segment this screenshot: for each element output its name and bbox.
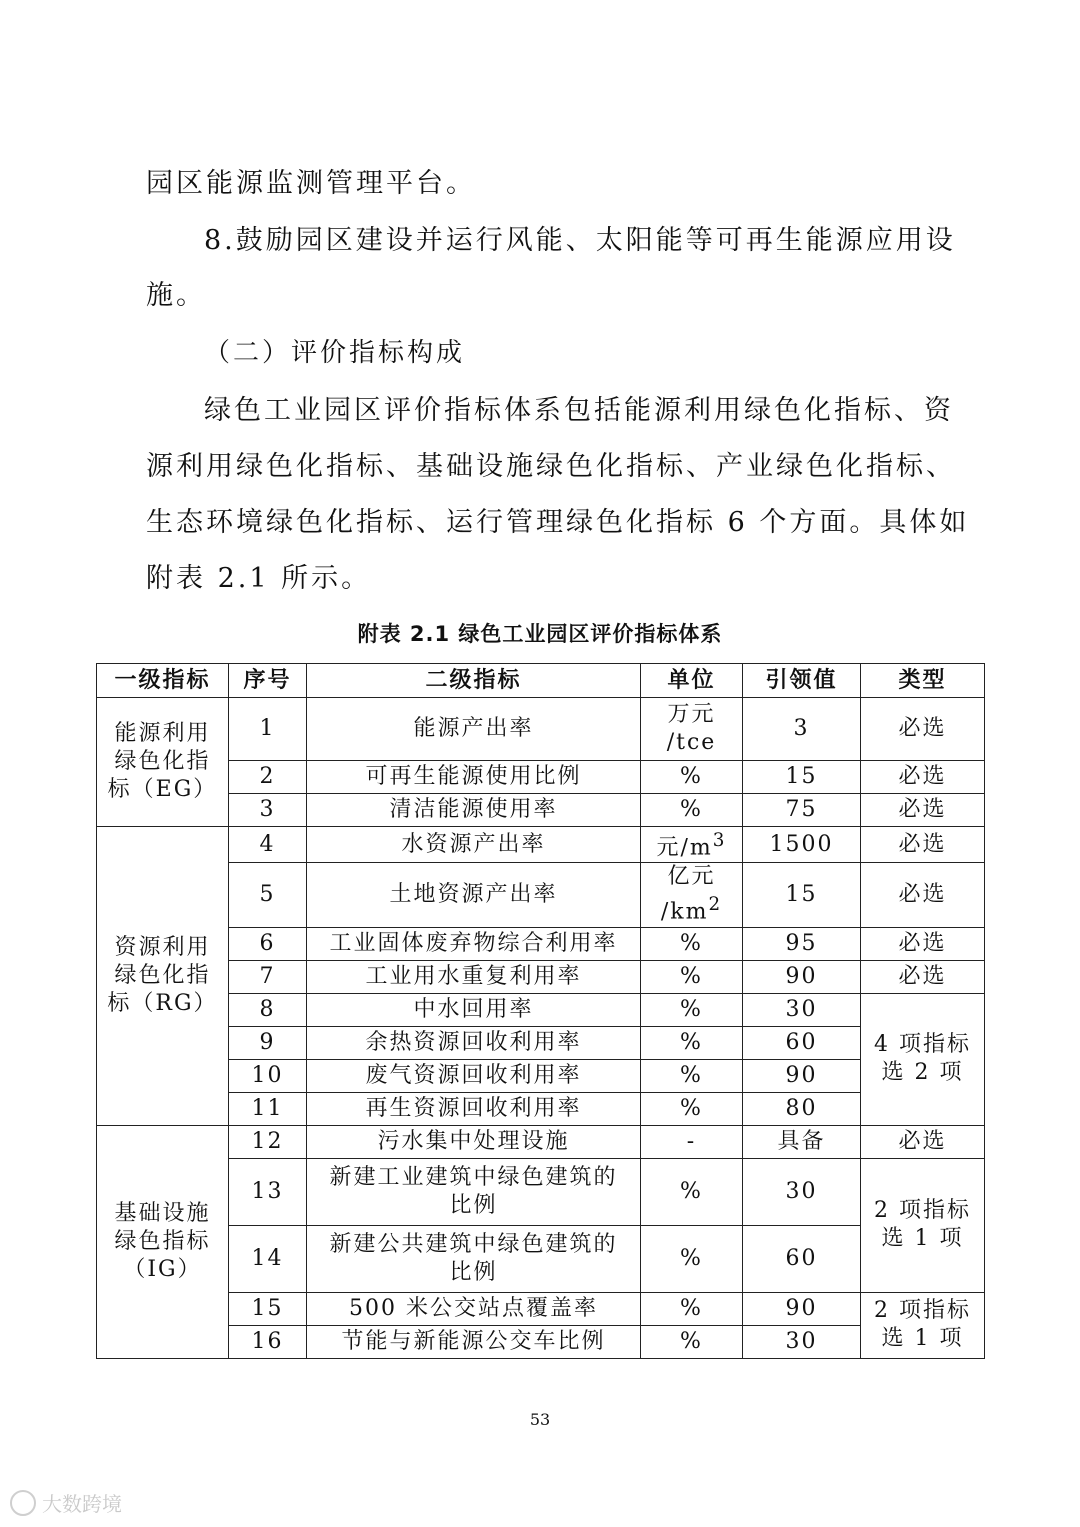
table-row [97,960,985,993]
row-value: 30 [743,993,861,1026]
row-name [307,1158,641,1225]
row-name: 清洁能源使用率 [307,794,641,827]
row-type: 必选 [861,698,985,761]
group-ig-label-1: 基础设施 [114,1200,211,1226]
watermark [10,1488,122,1517]
row-unit-line-1: 万元 [667,702,716,727]
table-row [97,1325,985,1358]
table-row [97,1158,985,1225]
row-index: 10 [229,1059,307,1092]
row-type-merged [861,1158,985,1292]
row-index: 2 [229,761,307,794]
row-index: 3 [229,794,307,827]
row-value: 95 [743,927,861,960]
row-unit: % [641,794,743,827]
row-index: 4 [229,827,307,863]
group-rg-label-1: 资源利用 [114,934,211,960]
table-row [97,794,985,827]
table-row [97,761,985,794]
row-index: 15 [229,1292,307,1325]
group-eg-label-1: 能源利用 [114,721,211,746]
row-name-line-2: 比例 [449,1192,498,1218]
row-name: 中水回用率 [307,993,641,1026]
row-value: 3 [743,698,861,761]
row-index: 11 [229,1092,307,1125]
watermark-logo-icon [10,1490,36,1516]
row-value: 90 [743,1292,861,1325]
row-unit: % [641,1092,743,1125]
row-type-merged [861,1292,985,1358]
row-unit: % [641,1026,743,1059]
row-unit [641,863,743,927]
page-number: 53 [529,1410,551,1429]
group-rg-label-3: 标（RG） [107,990,218,1016]
row-name [307,1225,641,1292]
row-unit-text: 元/m [656,835,713,861]
row-index: 6 [229,927,307,960]
table-header-row [97,664,985,698]
section-heading: （二）评价指标构成 [204,338,466,368]
row-index: 16 [229,1325,307,1358]
row-unit: % [641,1158,743,1225]
body-line: 园区能源监测管理平台。 [146,168,476,199]
row-unit-superscript: 2 [708,894,723,916]
row-unit: % [641,960,743,993]
row-name: 能源产出率 [307,698,641,761]
header-level1: 一级指标 [97,664,229,698]
row-value: 80 [743,1092,861,1125]
row-value: 30 [743,1325,861,1358]
merged-type-line-1: 2 项指标 [874,1198,971,1224]
merged-type-line-1: 2 项指标 [874,1298,971,1324]
header-type: 类型 [861,664,985,698]
table-row [97,993,985,1026]
header-unit: 单位 [641,664,743,698]
row-unit [641,698,743,761]
row-name-line-2: 比例 [449,1259,498,1285]
group-eg-label-3: 标（EG） [107,777,218,802]
row-name: 土地资源产出率 [307,863,641,927]
row-value: 具备 [743,1125,861,1158]
row-name: 可再生能源使用比例 [307,761,641,794]
item-8-line-2: 施。 [146,280,206,311]
paragraph-line-3: 生态环境绿色化指标、运行管理绿色化指标 6 个方面。具体如 [146,507,970,538]
row-unit-text: /km [660,899,709,925]
table-row [97,927,985,960]
row-unit: % [641,1292,743,1325]
indicator-table [96,663,985,1359]
table-row [97,1059,985,1092]
merged-type-line-2: 选 1 项 [881,1326,964,1352]
row-type: 必选 [861,761,985,794]
row-index: 13 [229,1158,307,1225]
row-unit-line-2: /tce [666,730,717,755]
row-index: 14 [229,1225,307,1292]
row-type: 必选 [861,827,985,863]
row-value: 60 [743,1026,861,1059]
group-ig-cell [97,1125,229,1358]
paragraph-line-4: 附表 2.1 所示。 [146,563,372,594]
group-ig-label-3: （IG） [123,1256,202,1282]
row-unit: % [641,1325,743,1358]
row-name: 再生资源回收利用率 [307,1092,641,1125]
header-index: 序号 [229,664,307,698]
row-type: 必选 [861,960,985,993]
row-type: 必选 [861,863,985,927]
table-row [97,1092,985,1125]
row-unit-superscript: 3 [712,830,727,851]
row-value: 1500 [743,827,861,863]
row-name: 污水集中处理设施 [307,1125,641,1158]
row-unit [641,827,743,863]
row-name: 节能与新能源公交车比例 [307,1325,641,1358]
group-rg-label-2: 绿色化指 [114,962,211,988]
row-unit: % [641,1225,743,1292]
watermark-text: 大数跨境 [42,1492,122,1516]
merged-type-line-2: 选 2 项 [881,1060,964,1086]
row-unit: % [641,1059,743,1092]
row-unit-line-2 [645,891,738,926]
row-index: 7 [229,960,307,993]
row-value: 30 [743,1158,861,1225]
row-unit: % [641,993,743,1026]
row-name: 废气资源回收利用率 [307,1059,641,1092]
table-caption: 附表 2.1 绿色工业园区评价指标体系 [357,622,723,646]
row-value: 75 [743,794,861,827]
row-value: 60 [743,1225,861,1292]
row-name: 水资源产出率 [307,827,641,863]
row-value: 15 [743,863,861,927]
row-name: 500 米公交站点覆盖率 [307,1292,641,1325]
row-name-line-1: 新建工业建筑中绿色建筑的 [329,1164,618,1190]
group-rg-cell [97,827,229,1126]
row-name: 余热资源回收利用率 [307,1026,641,1059]
row-type: 必选 [861,927,985,960]
row-unit-line-1: 亿元 [667,864,716,890]
row-type: 必选 [861,1125,985,1158]
row-index: 12 [229,1125,307,1158]
table-row [97,827,985,863]
paragraph-line-1: 绿色工业园区评价指标体系包括能源利用绿色化指标、资 [204,395,954,426]
row-name: 工业用水重复利用率 [307,960,641,993]
header-target: 引领值 [743,664,861,698]
table-row [97,698,985,761]
row-unit: % [641,761,743,794]
table-row [97,1125,985,1158]
row-unit: % [641,927,743,960]
merged-type-line-1: 4 项指标 [874,1032,971,1058]
row-type-merged [861,993,985,1125]
row-index: 8 [229,993,307,1026]
group-ig-label-2: 绿色指标 [114,1228,211,1254]
merged-type-line-2: 选 1 项 [881,1226,964,1252]
table-row [97,863,985,927]
row-unit: - [641,1125,743,1158]
group-eg-label-2: 绿色化指 [114,749,211,774]
row-value: 90 [743,1059,861,1092]
row-name: 工业固体废弃物综合利用率 [307,927,641,960]
row-name-line-1: 新建公共建筑中绿色建筑的 [329,1231,618,1257]
row-type: 必选 [861,794,985,827]
table-row [97,1225,985,1292]
row-index: 5 [229,863,307,927]
table-row [97,1026,985,1059]
group-eg-cell [97,698,229,827]
table-row [97,1292,985,1325]
row-value: 15 [743,761,861,794]
item-8-line-1: 8.鼓励园区建设并运行风能、太阳能等可再生能源应用设 [204,225,956,256]
row-index: 9 [229,1026,307,1059]
row-value: 90 [743,960,861,993]
row-index: 1 [229,698,307,761]
paragraph-line-2: 源利用绿色化指标、基础设施绿色化指标、产业绿色化指标、 [146,451,956,482]
header-level2: 二级指标 [307,664,641,698]
